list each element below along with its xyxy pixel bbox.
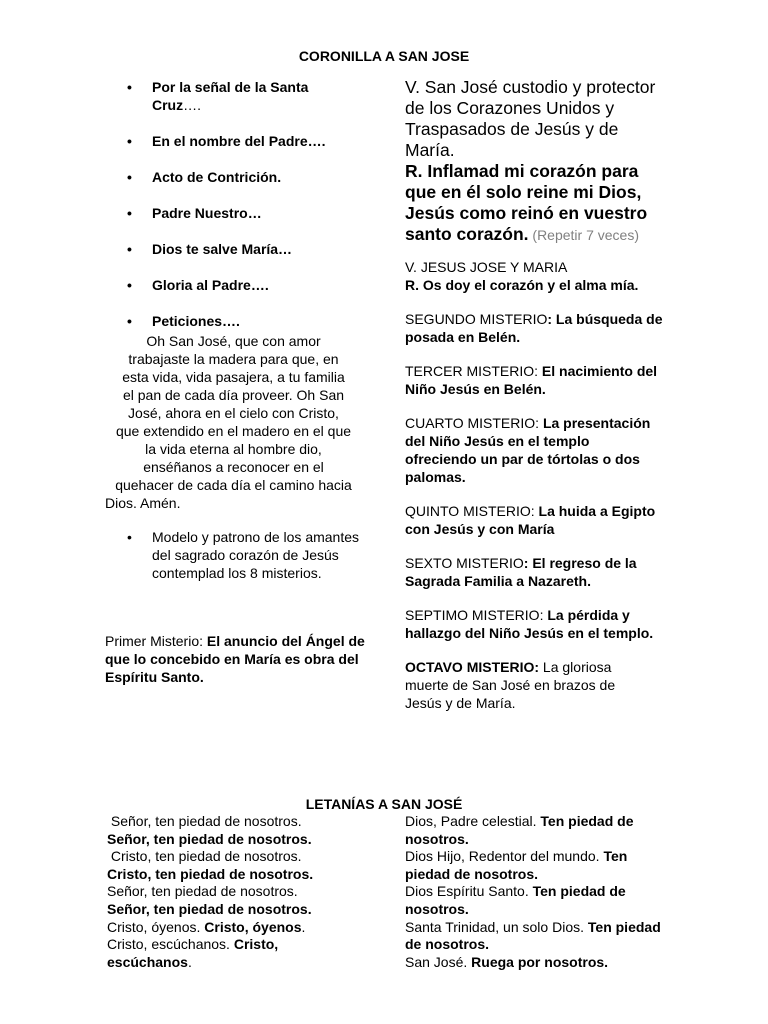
litany-line: Señor, ten piedad de nosotros. (107, 830, 312, 847)
prayer-line: enséñanos a reconocer en el (143, 459, 324, 475)
litany-line: Dios, Padre celestial. Ten piedad de nosotros. (405, 813, 634, 847)
litany-line: Santa Trinidad, un solo Dios. Ten piedad de nosotros. (405, 918, 661, 953)
litany-line: Señor, ten piedad de nosotros. (107, 900, 312, 917)
prayer-line: quehacer de cada día el camino hacia (115, 477, 352, 493)
left-column (105, 78, 370, 686)
mystery-item: TERCER MISTERIO: El nacimiento del Niño Jesús en Belén. (405, 363, 658, 397)
litany-title: LETANÍAS A SAN JOSÉ (305, 796, 463, 812)
litany-right-column (405, 813, 667, 971)
litany-line: Cristo, ten piedad de nosotros. (107, 865, 314, 882)
list-item: • Acto de Contrición. (105, 168, 370, 186)
list-item: • Peticiones…. (105, 312, 370, 330)
first-mystery-text: El anuncio del Ángel de que lo concebido en María es obra del Espíritu Santo. (105, 633, 365, 685)
litany-line: Dios Espíritu Santo. Ten piedad de nosotros. (405, 883, 626, 917)
prayer-line: esta vida, vida pasajera, a tu familia (122, 369, 345, 385)
list-item: • Padre Nuestro… (105, 204, 370, 222)
litany-line: Cristo, escúchanos. Cristo, escúchanos. (107, 936, 283, 970)
response: R. Inflamad mi corazón para que en él solo reine mi Dios, Jesús como reinó en vuestro santo corazón. (Repetir 7 veces) (405, 161, 648, 244)
prayer-line: Oh San José, que con amor (146, 333, 321, 349)
mystery-item: QUINTO MISTERIO: La huida a Egipto con Jesús y con María (405, 503, 656, 537)
versicle: V. San José custodio y protector de los Corazones Unidos y Traspasados de Jesús y de María. (405, 77, 656, 160)
mystery-item: SEPTIMO MISTERIO: La pérdida y hallazgo del Niño Jesús en el templo. (405, 607, 654, 641)
mystery-item: SEXTO MISTERIO: El regreso de la Sagrada Familia a Nazareth. (405, 555, 637, 589)
prayer-steps-list (105, 78, 370, 330)
prayer-line: Dios. Amén. (105, 495, 181, 511)
list-item: • Gloria al Padre…. (105, 276, 370, 294)
prayer-line: que extendido en el madero en el que (115, 423, 352, 439)
repeat-note: (Repetir 7 veces) (528, 227, 639, 243)
mystery-item: OCTAVO MISTERIO: La gloriosa muerte de San José en brazos de Jesús y de María. (405, 659, 616, 711)
litany-line: Cristo, ten piedad de nosotros. (107, 848, 302, 865)
litany-line: Señor, ten piedad de nosotros. (107, 883, 298, 900)
prayer-line: José, ahora en el cielo con Cristo, (128, 405, 339, 421)
litany-line: Señor, ten piedad de nosotros. (107, 813, 302, 829)
first-mystery-label: Primer Misterio: (105, 633, 207, 649)
document-title: CORONILLA A SAN JOSE (298, 48, 470, 64)
litany-line: Dios Hijo, Redentor del mundo. Ten piedad de nosotros. (405, 848, 628, 882)
mystery-item: SEGUNDO MISTERIO: La búsqueda de posada en Belén. (405, 311, 663, 345)
litany-line: San José. Ruega por nosotros. (405, 953, 609, 970)
prayer-paragraph (105, 332, 370, 512)
prayer-line: trabajaste la madera para que, en (128, 351, 339, 367)
first-mystery (105, 632, 370, 686)
right-column (405, 77, 667, 712)
litany-left-column (107, 813, 372, 971)
model-bullet: • Modelo y patrono de los amantes del sagrado corazón de Jesús contemplad los 8 misterios. (105, 528, 370, 582)
jjm-versicle: V. JESUS JOSE Y MARIA (405, 259, 568, 275)
mystery-item: CUARTO MISTERIO: La presentación del Niño Jesús en el templo ofreciendo un par de tórtolas o dos palomas. (405, 415, 651, 485)
list-item: • Dios te salve María… (105, 240, 370, 258)
prayer-line: la vida eterna al hombre dio, (145, 441, 322, 457)
list-item: • En el nombre del Padre…. (105, 132, 370, 150)
jjm-response: R. Os doy el corazón y el alma mía. (405, 277, 639, 293)
prayer-line: el pan de cada día proveer. Oh San (122, 387, 345, 403)
jjm-block (405, 258, 667, 294)
litany-line: Cristo, óyenos. Cristo, óyenos. (107, 918, 306, 935)
list-item: • Por la señal de la Santa Cruz…. (105, 78, 370, 114)
